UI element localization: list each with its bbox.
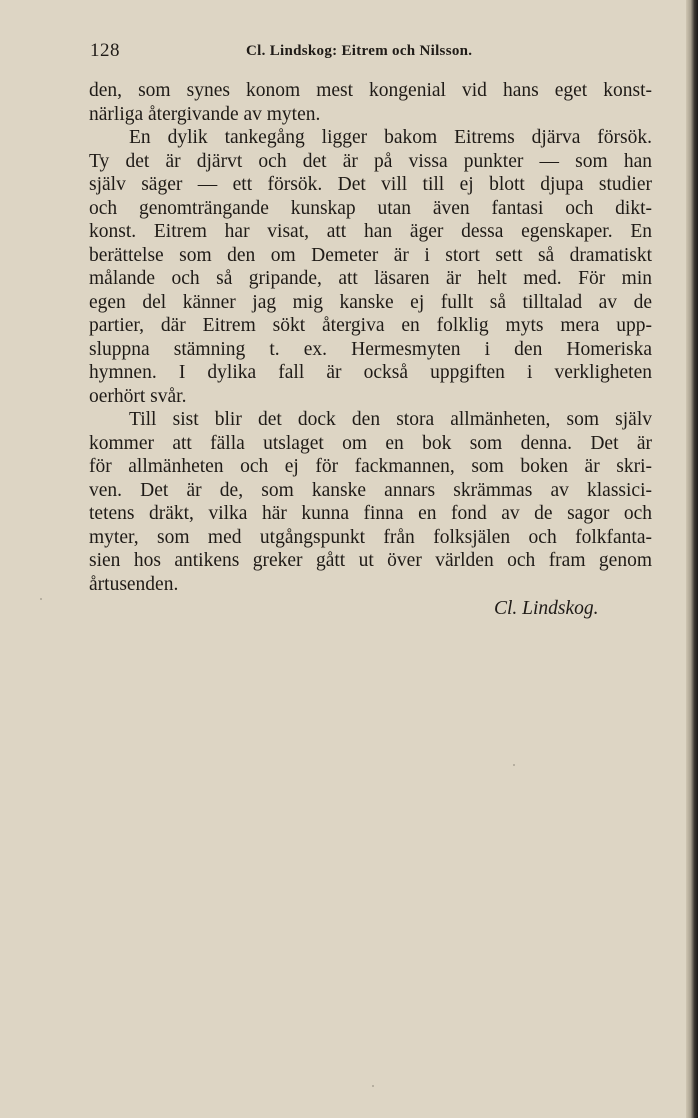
text-line: partier, där Eitrem sökt återgiva en folklig myts mera upp- (89, 315, 652, 336)
text-line: myter, som med utgångspunkt från folksjälen och folkfanta- (89, 526, 652, 548)
text-line: för allmänheten och ej för fackmannen, som boken är skri- (89, 456, 652, 477)
page-edge-shadow (686, 0, 698, 1118)
text-line: kommer att fälla utslaget om en bok som denna. Det är (89, 432, 652, 454)
text-line: Ty det är djärvt och det är på vissa punkter — som han (89, 150, 652, 172)
text-line: och genomträngande kunskap utan även fantasi och dikt- (89, 197, 652, 219)
text-line: konst. Eitrem har visat, att han äger dessa egenskaper. En (89, 221, 652, 242)
page-number: 128 (90, 40, 120, 61)
text-line: En dylik tankegång ligger bakom Eitrems djärva försök. (129, 127, 652, 148)
text-line: hymnen. I dylika fall är också uppgiften i verkligheten (89, 362, 652, 383)
text-line: sluppna stämning t. ex. Hermesmyten i den Homeriska (89, 338, 652, 360)
text-line: den, som synes konom mest kongenial vid hans eget konst- (89, 80, 652, 101)
text-line: målande och så gripande, att läsaren är helt med. För min (89, 268, 652, 289)
text-line: årtusenden. (89, 573, 179, 595)
body-text (89, 79, 652, 596)
text-line: egen del känner jag mig kanske ej fullt så tilltalad av de (89, 291, 652, 313)
paper-speck (513, 764, 515, 766)
text-line: närliga återgivande av myten. (89, 103, 321, 125)
page-header (90, 40, 652, 66)
text-line: oerhört svår. (89, 385, 187, 407)
text-line: sien hos antikens greker gått ut över världen och fram genom (89, 550, 652, 571)
text-line: berättelse som den om Demeter är i stort sett så dramatiskt (89, 244, 652, 266)
text-line: ven. Det är de, som kanske annars skrämmas av klassici- (89, 479, 652, 501)
text-line: själv säger — ett försök. Det vill till ej blott djupa studier (89, 174, 652, 195)
text-line: Till sist blir det dock den stora allmänheten, som själv (129, 409, 652, 430)
running-head: Cl. Lindskog: Eitrem och Nilsson. (246, 43, 473, 59)
paper-speck (40, 598, 42, 600)
text-line: tetens dräkt, vilka här kunna finna en fond av de sagor och (89, 503, 652, 524)
author-signature: Cl. Lindskog. (494, 598, 599, 619)
paper-speck (372, 1085, 374, 1087)
